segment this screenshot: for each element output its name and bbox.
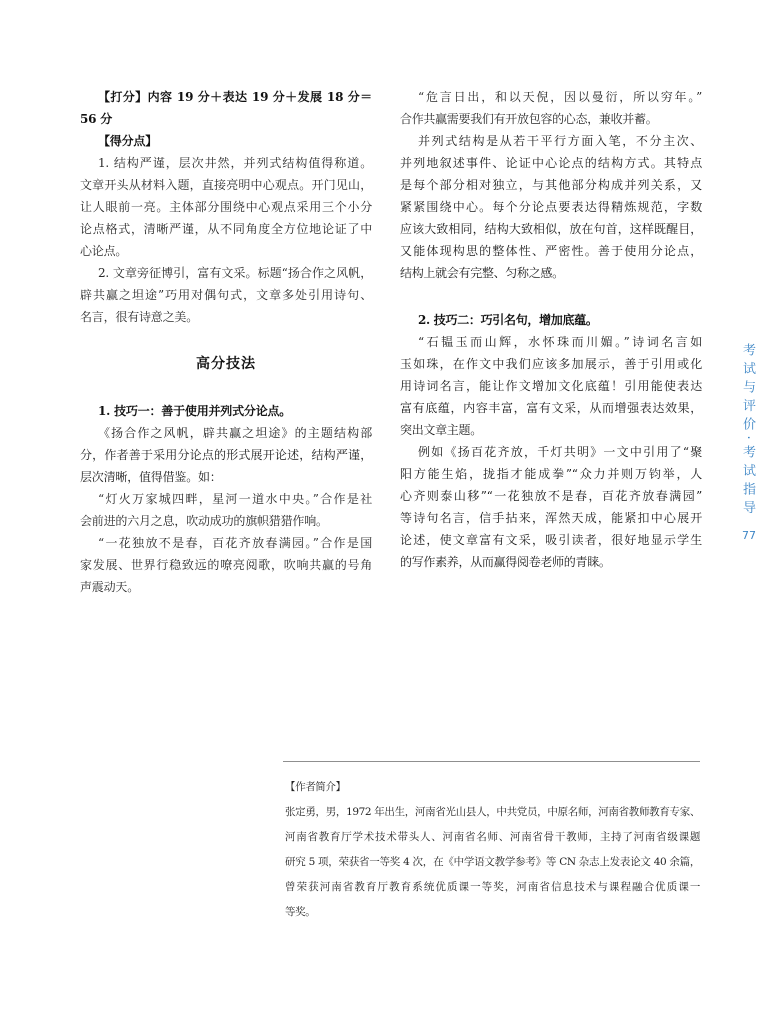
text-line: 层次清晰，值得借鉴。如： <box>80 470 222 484</box>
text-line: 【打分】内容 19 分＋表达 19 分＋发展 18 分＝ <box>98 90 372 104</box>
technique-2-paragraph-2 <box>400 441 702 573</box>
text-line: 56 分 <box>80 112 113 126</box>
text-line: 富有底蕴，内容丰富，富有文采，从而增强表达效果， <box>400 401 702 415</box>
text-line: 家发展、世界行稳致远的嘹亮阅歌，吹响共赢的号角 <box>80 558 372 572</box>
text-line: 阳方能生焰，拢指才能成拳”“众力并则万钧举，人 <box>400 467 702 481</box>
technique-1-example-2 <box>80 532 372 598</box>
text-line: 论述，使文章富有文采，吸引读者，很好地显示学生 <box>400 533 702 547</box>
technique-1-intro <box>80 422 372 488</box>
text-line: 名言，很有诗意之美。 <box>80 310 199 324</box>
text-line: 分，作者善于采用分论点的形式展开论述，结构严谨， <box>80 448 372 462</box>
text-line: 1. 结构严谨，层次井然，并列式结构值得称道。 <box>98 156 372 170</box>
text-line: 应该大致相同，结构大致相似，放在句首，这样既醒目， <box>400 222 702 236</box>
technique-2-paragraph-1 <box>400 331 702 441</box>
section-tab-label: 考试与评价·考试指导 <box>740 343 755 520</box>
text-line: 声震动天。 <box>80 580 140 594</box>
text-line: 论点格式，清晰严谨，从不同角度全方位地论证了中 <box>80 222 372 236</box>
text-line: “石韫玉而山辉，水怀珠而川媚。”诗词名言如 <box>418 335 702 349</box>
page-number: 77 <box>742 529 756 542</box>
text-line: 让人眼前一亮。主体部分围绕中心观点采用三个小分 <box>80 200 372 214</box>
text-line: 研究 5 项，荣获省一等奖 4 次，在《中学语文教学参考》等 CN 杂志上发表论文 40 余篇， <box>285 856 700 868</box>
text-line: 张定勇，男，1972 年出生，河南省光山县人，中共党员，中原名师，河南省教师教育专家、 <box>285 806 700 818</box>
technique-1-explanation <box>400 130 702 284</box>
text-line: “一花独放不是春，百花齐放春满园。”合作是国 <box>98 536 372 550</box>
section-title: 高分技法 <box>196 356 256 372</box>
text-line: 紧紧围绕中心。每个分论点要表达得精炼规范，字数 <box>400 200 702 214</box>
bio-divider <box>283 761 700 762</box>
score-point-1 <box>80 152 372 262</box>
technique-1-example-1 <box>80 488 372 532</box>
author-bio-heading: 【作者简介】 <box>285 781 346 793</box>
text-line: 例如《扬百花齐放，千灯共明》一文中引用了“聚 <box>418 445 702 459</box>
text-line: 用诗词名言，能让作文增加文化底蕴！引用能使表达 <box>400 379 702 393</box>
text-line: 等诗句名言，信手拈来，浑然天成，能紧扣中心展开 <box>400 511 702 525</box>
text-line: 文章开头从材料入题，直接亮明中心观点。开门见山， <box>80 178 372 192</box>
score-summary <box>80 86 372 130</box>
text-line: 曾荣获河南省教育厅教育系统优质课一等奖，河南省信息技术与课程融合优质课一 <box>285 881 700 893</box>
technique-1-heading: 1. 技巧一：善于使用并列式分论点。 <box>98 404 292 418</box>
text-line: 的写作素养，从而赢得阅卷老师的青睐。 <box>400 555 611 569</box>
text-line: 辟共赢之坦途”巧用对偶句式，文章多处引用诗句、 <box>80 288 372 302</box>
text-line: 并列地叙述事件、论证中心论点的结构方式。其特点 <box>400 156 702 170</box>
text-line: 突出文章主题。 <box>400 423 482 437</box>
score-points-heading: 【得分点】 <box>98 134 158 148</box>
text-line: 河南省教育厅学术技术带头人、河南省名师、河南省骨干教师，主持了河南省级课题 <box>285 831 700 843</box>
technique-1-example-3 <box>400 86 702 130</box>
left-column <box>80 86 372 598</box>
text-line: 是每个部分相对独立，与其他部分构成并列关系，又 <box>400 178 702 192</box>
text-line: “危言日出，和以天倪，因以曼衍，所以穷年。” <box>418 90 702 104</box>
text-line: 心论点。 <box>80 244 128 258</box>
technique-2-heading: 2. 技巧二：巧引名句，增加底蕴。 <box>418 313 598 327</box>
text-line: 结构上就会有完整、匀称之感。 <box>400 266 564 280</box>
text-line: 《扬合作之风帆，辟共赢之坦途》的主题结构部 <box>98 426 372 440</box>
text-line: 心齐则泰山移”“一花独放不是春，百花齐放春满园” <box>400 489 702 503</box>
text-line: 等奖。 <box>285 906 316 918</box>
right-column <box>400 86 702 573</box>
text-line: 合作共赢需要我们有开放包容的心态，兼收并蓄。 <box>400 112 658 126</box>
text-line: “灯火万家城四畔，星河一道水中央。”合作是社 <box>98 492 372 506</box>
text-line: 会前进的六月之息，吹动成功的旗帜猎猎作响。 <box>80 514 328 528</box>
author-bio <box>285 775 700 925</box>
text-line: 玉如珠，在作文中我们应该多加展示，善于引用或化 <box>400 357 702 371</box>
text-line: 并列式结构是从若干平行方面入笔，不分主次、 <box>418 134 702 148</box>
text-line: 2. 文章旁征博引，富有文采。标题“扬合作之风帆， <box>98 266 372 280</box>
text-line: 又能体现构思的整体性、严密性。善于使用分论点， <box>400 244 702 258</box>
score-point-2 <box>80 262 372 328</box>
